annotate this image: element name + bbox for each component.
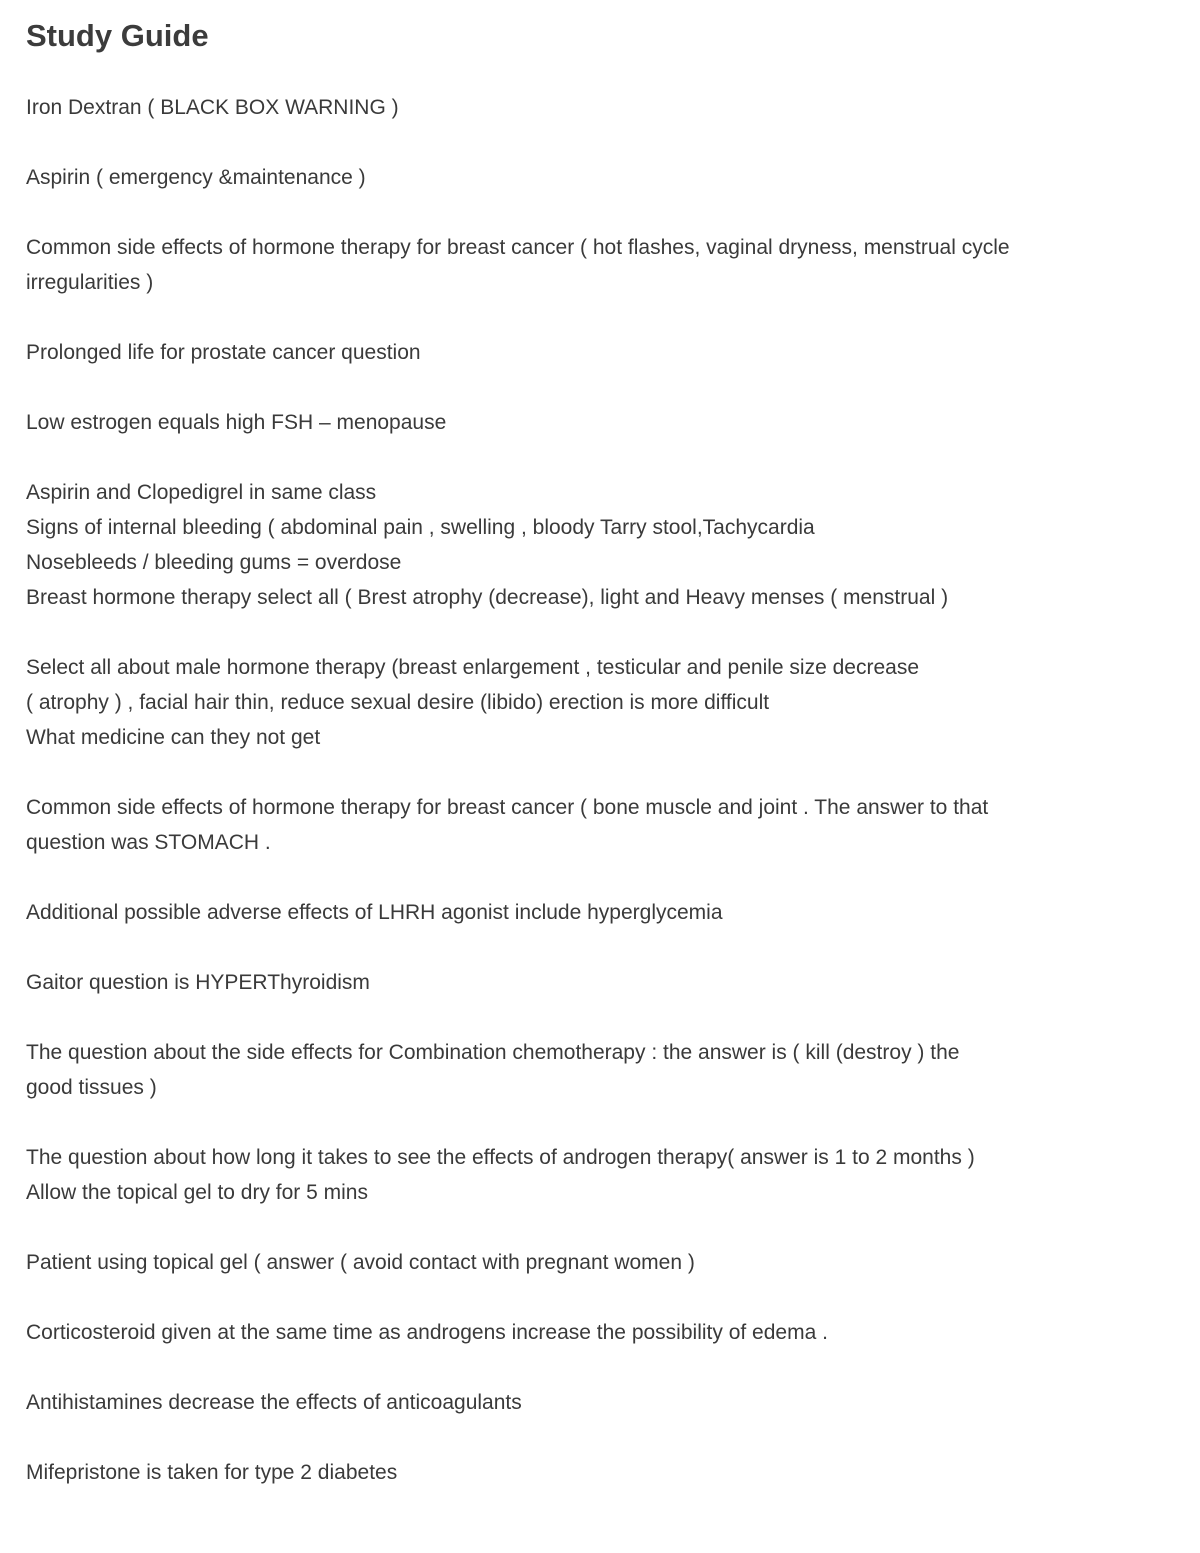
note-line: Corticosteroid given at the same time as androgens increase the possibility of edema . (26, 1321, 828, 1344)
note-line: Iron Dextran ( BLACK BOX WARNING ) (26, 96, 399, 119)
note-line: Nosebleeds / bleeding gums = overdose (26, 551, 402, 574)
note-line: ( atrophy ) , facial hair thin, reduce sexual desire (libido) erection is more difficult (26, 691, 770, 714)
note-paragraph (26, 1140, 1186, 1210)
note-paragraph (26, 335, 1186, 370)
note-line: Patient using topical gel ( answer ( avoid contact with pregnant women ) (26, 1251, 695, 1274)
note-paragraph (26, 895, 1186, 930)
note-paragraph (26, 405, 1186, 440)
note-paragraph (26, 1035, 1186, 1105)
note-line: Breast hormone therapy select all ( Brest atrophy (decrease), light and Heavy menses ( menstrual ) (26, 586, 949, 609)
note-line: Prolonged life for prostate cancer question (26, 341, 421, 364)
page-title: Study Guide (26, 18, 209, 53)
note-paragraph (26, 90, 1186, 125)
note-line: Additional possible adverse effects of LHRH agonist include hyperglycemia (26, 901, 723, 924)
note-line: Aspirin ( emergency &maintenance ) (26, 166, 366, 189)
note-line: Antihistamines decrease the effects of anticoagulants (26, 1391, 522, 1414)
note-line: What medicine can they not get (26, 726, 321, 749)
note-line: Select all about male hormone therapy (breast enlargement , testicular and penile size decrease (26, 656, 920, 679)
note-paragraph (26, 1315, 1186, 1350)
note-line: Mifepristone is taken for type 2 diabetes (26, 1461, 398, 1484)
note-line: Common side effects of hormone therapy for breast cancer ( bone muscle and joint . The answer to that (26, 796, 989, 819)
note-paragraph (26, 790, 1186, 860)
note-paragraph (26, 650, 1186, 755)
note-paragraph (26, 160, 1186, 195)
note-line: Gaitor question is HYPERThyroidism (26, 971, 370, 994)
note-line: good tissues ) (26, 1076, 157, 1099)
note-line: irregularities ) (26, 271, 154, 294)
note-line: question was STOMACH . (26, 831, 271, 854)
note-line: Signs of internal bleeding ( abdominal pain , swelling , bloody Tarry stool,Tachycardia (26, 516, 815, 539)
note-paragraph (26, 475, 1186, 615)
note-paragraph (26, 1245, 1186, 1280)
note-line: Common side effects of hormone therapy for breast cancer ( hot flashes, vaginal dryness, menstrual cycle (26, 236, 1010, 259)
note-line: The question about the side effects for Combination chemotherapy : the answer is ( kill (destroy ) the (26, 1041, 960, 1064)
note-line: Low estrogen equals high FSH – menopause (26, 411, 447, 434)
note-paragraph (26, 1455, 1186, 1490)
note-line: Aspirin and Clopedigrel in same class (26, 481, 377, 504)
note-line: Allow the topical gel to dry for 5 mins (26, 1181, 368, 1204)
note-line: The question about how long it takes to see the effects of androgen therapy( answer is 1 to 2 months ) (26, 1146, 975, 1169)
note-paragraph (26, 965, 1186, 1000)
note-paragraph (26, 230, 1186, 300)
document-page (26, 14, 1186, 1525)
note-paragraph (26, 1385, 1186, 1420)
notes-body (26, 90, 1186, 1490)
